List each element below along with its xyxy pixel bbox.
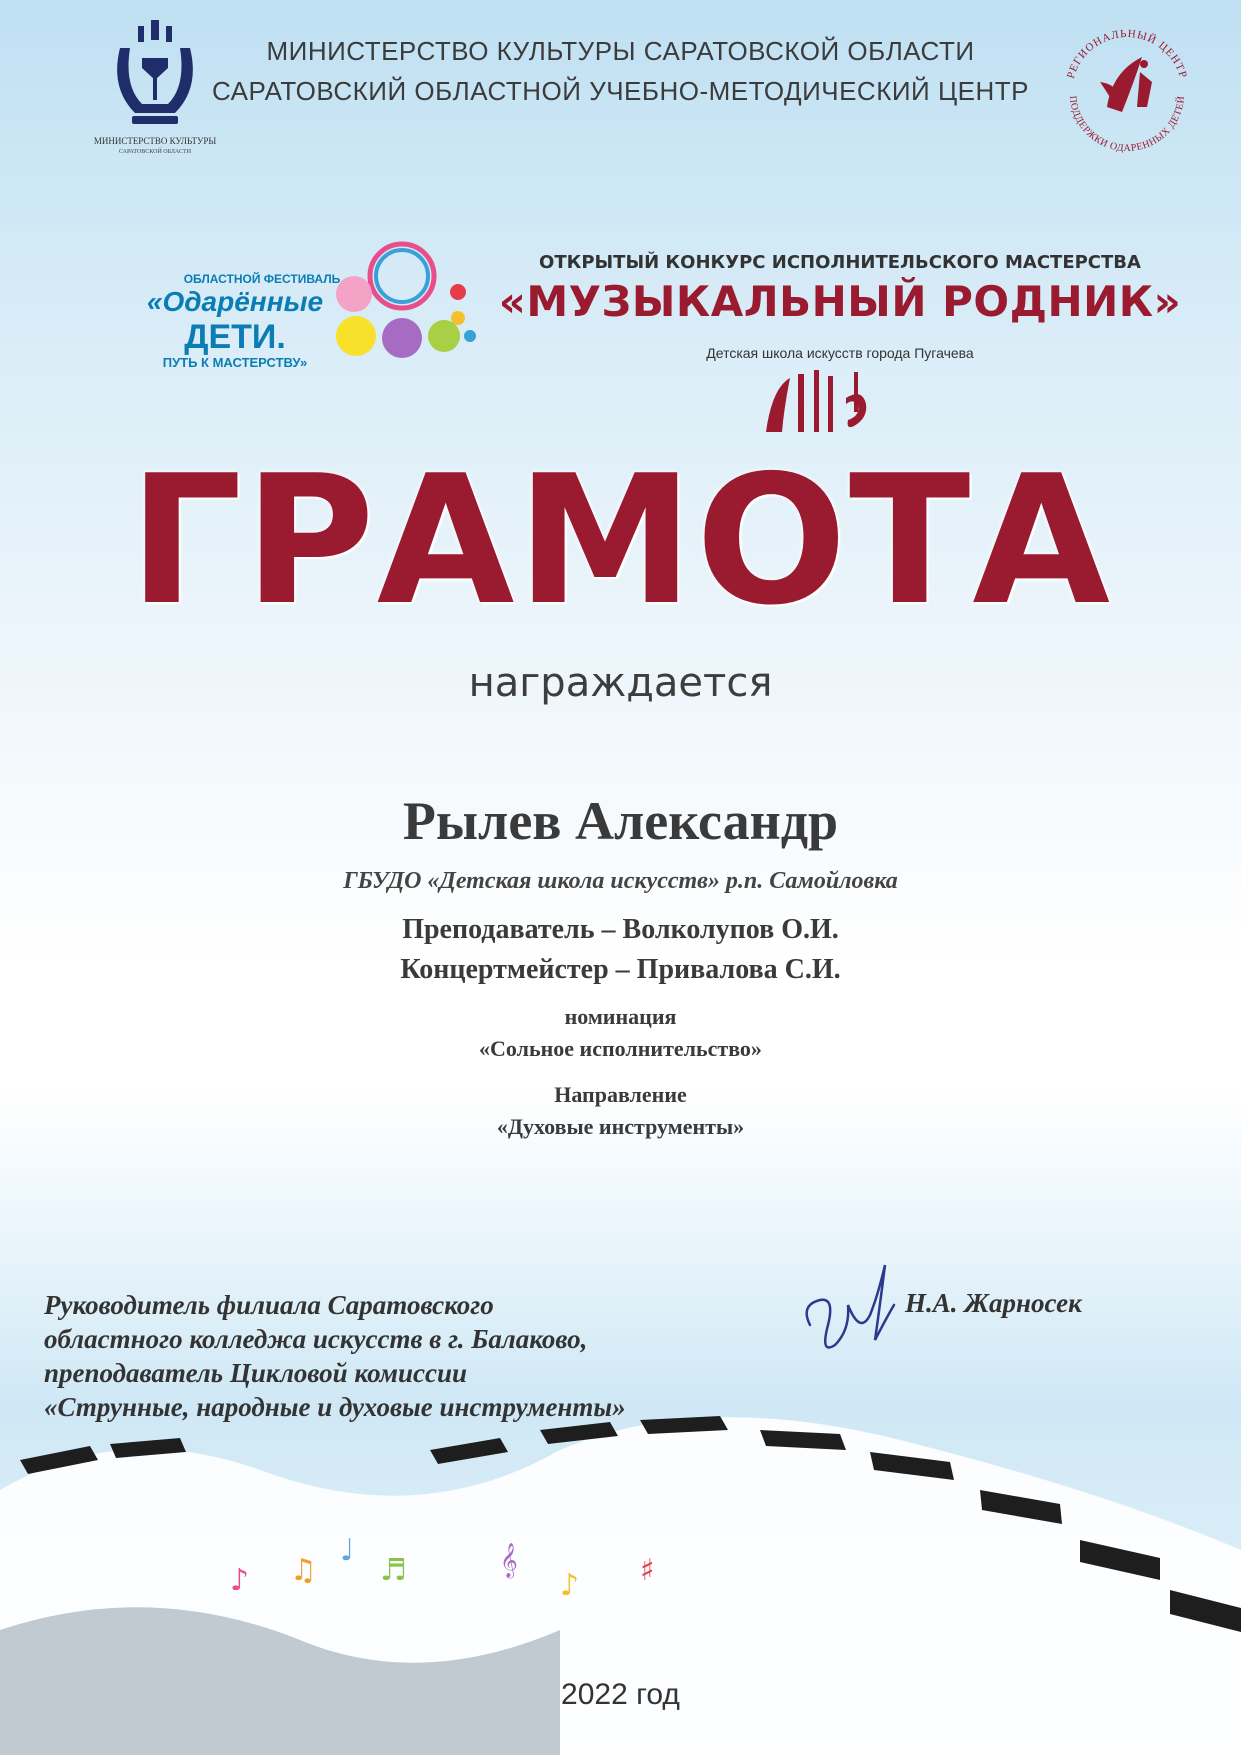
svg-text:РЕГИОНАЛЬНЫЙ ЦЕНТР: РЕГИОНАЛЬНЫЙ ЦЕНТР: [1064, 27, 1190, 81]
handwritten-signature: [790, 1245, 900, 1375]
svg-text:♫: ♫: [290, 1553, 317, 1588]
certificate-title: ГРАМОТА: [128, 437, 1113, 644]
certificate-year: 2022 год: [561, 1678, 680, 1711]
svg-text:♪: ♪: [560, 1568, 580, 1603]
ministry-caption: МИНИСТЕРСТВО КУЛЬТУРЫ: [93, 136, 217, 146]
recipient-institution: ГБУДО «Детская школа искусств» р.п. Самойловка: [343, 868, 898, 894]
svg-text:𝄞: 𝄞: [500, 1543, 518, 1578]
recipient-name: Рылев Александр: [402, 791, 839, 851]
svg-text:♯: ♯: [640, 1553, 655, 1588]
teacher-line: Преподаватель – Волколупов О.И.: [402, 914, 839, 945]
nomination-label: номинация: [564, 1004, 677, 1029]
signer-title: [44, 1288, 804, 1424]
festival-line-3: ДЕТИ.: [184, 318, 286, 356]
contest-subtitle: ОТКРЫТЫЙ КОНКУРС ИСПОЛНИТЕЛЬСКОГО МАСТЕРСТВА: [539, 252, 1141, 273]
accompanist-line: Концертмейстер – Привалова С.И.: [400, 954, 841, 985]
contest-organizer: Детская школа искусств города Пугачева: [706, 345, 974, 361]
ministry-caption-region: САРАТОВСКОЙ ОБЛАСТИ: [118, 149, 192, 155]
regional-center-seal: [1052, 12, 1202, 162]
svg-text:♬: ♬: [380, 1553, 407, 1588]
header-line-1: МИНИСТЕРСТВО КУЛЬТУРЫ САРАТОВСКОЙ ОБЛАСТИ: [266, 36, 975, 66]
signer-title-line: преподаватель Цикловой комиссии: [44, 1358, 468, 1388]
direction-label: Направление: [554, 1082, 687, 1107]
nomination-value: «Сольное исполнительство»: [479, 1036, 762, 1061]
header-line-2: САРАТОВСКИЙ ОБЛАСТНОЙ УЧЕБНО-МЕТОДИЧЕСКИЙ ЦЕНТР: [211, 76, 1030, 106]
festival-circles-icon: [330, 240, 490, 390]
awarded-caption: награждается: [468, 660, 773, 706]
festival-line-4: ПУТЬ К МАСТЕРСТВУ»: [162, 355, 308, 370]
svg-text:♪: ♪: [230, 1563, 250, 1598]
lyre-icon: [80, 18, 230, 133]
contest-title: «МУЗЫКАЛЬНЫЙ РОДНИК»: [498, 277, 1182, 326]
festival-line-2: «Одарённые: [146, 286, 324, 317]
festival-logo: [140, 240, 490, 390]
svg-text:ПОДДЕРЖКИ ОДАРЕННЫХ ДЕТЕЙ: ПОДДЕРЖКИ ОДАРЕННЫХ ДЕТЕЙ: [1066, 95, 1188, 155]
svg-text:♩: ♩: [340, 1533, 355, 1568]
signer-name: Н.А. Жарносек: [905, 1288, 1082, 1318]
festival-line-1: ОБЛАСТНОЙ ФЕСТИВАЛЬ: [183, 272, 341, 286]
signer-title-line: областного колледжа искусств в г. Балаково,: [44, 1324, 588, 1354]
signer-title-line: «Струнные, народные и духовые инструменты»: [44, 1392, 626, 1422]
signer-title-line: Руководитель филиала Саратовского: [44, 1290, 494, 1320]
direction-value: «Духовые инструменты»: [496, 1114, 745, 1139]
instruments-emblem-icon: [762, 368, 882, 434]
ministry-logo: [80, 18, 230, 168]
